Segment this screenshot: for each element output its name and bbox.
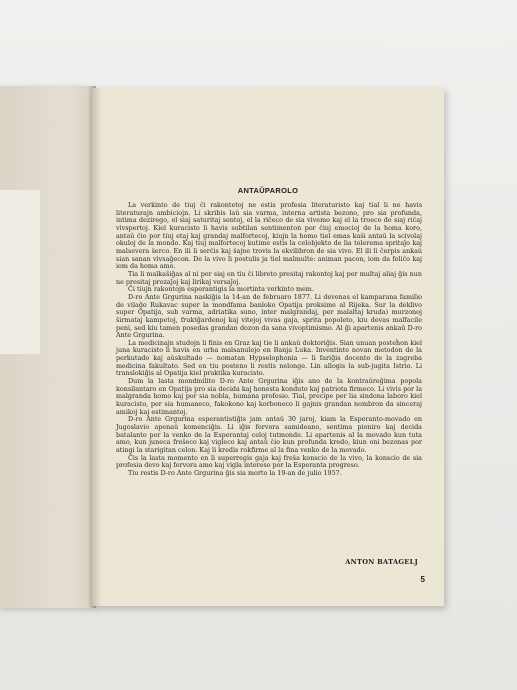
paragraph: La verkinto de tiuj ĉi rakontetoj ne estis profesia literaturisto kaj tial li ne havis literaturajn ambiciojn. Li skribis laŭ sia varma, interna artista bezono, pro sia profunda, intima dezirego, el siaj saturitaj sentoj, el la riĉeco de sia vivemo kaj el la troeco de siaj riĉaj vivspertoj. Kiel kuracisto li havis subtilan sentimenton por ĉiuj emocioj de la homa koro, antaŭ ĉio por tiuj etaj kaj grandaj malfortecoj, kiujn la homo tiel emas kaŝi antaŭ la scivolaj okuloj de la mondo. Kaj tiuj malfortecoj kutime estis la celobjekto de lia tolerema spritaĵo kaj malsevera ŝerco. En ili li serĉis kaj ŝajne trovis la ekvilibron de sia vivo. El ili li ĉerpis ankaŭ sian sanan vivsaĝecon. De la vivo li postulis ja tiel malmulte: animan pacon, iom da feliĉo kaj iom da homa amo. <box>116 201 422 271</box>
body-text <box>116 202 422 478</box>
book-page <box>92 88 444 606</box>
paragraph: Ĉis la lasta momento en li superregis gaja kaj freŝa konscio de la vivo, la konscio de sia profesia devo kaj fervora amo kaj vigla intereso por la Esperanta progreso. <box>116 453 422 470</box>
previous-page <box>0 86 96 608</box>
author-signature: ANTON BATAGELJ <box>345 558 418 566</box>
previous-page-edge <box>0 190 40 354</box>
page-number: 5 <box>420 575 425 584</box>
page-title: ANTAŬPAROLO <box>237 186 299 195</box>
paragraph: Ĉi tiujn rakontojn esperantigis la mortinta verkinto mem. <box>128 285 314 294</box>
paragraph: D-ro Ante Grgurina naskiĝis la 14-an de februaro 1877. Li devenas el kamparana familio de vilaĝo Rukavac super la mondfama banloko Opatija proksime al Rijeka. Sur la deklivo super Opatija, sub varma, adriatika suno, inter malgrandaj, per malaltaj kruda) murzonoj ŝirmataj kampetoj, fruktĝardenoj kaj vitejoj vivas gaja, sprita popoleto, kiu devas malfacile peni, sed kiu tamen posedas grandan dozon da sana vivoptimismo. Al ĝi apartenis ankaŭ D-ro Ante Grgurina. <box>116 292 422 340</box>
paragraph: D-ro Ante Grgurina esperantistiĝis jam antaŭ 30 jaroj, kiam la Esperanto-movado en Jugoslavio apenaŭ komenciĝis. Li iĝis fervora samideano, sentima pioniro kaj decida batalanto por la venko de la Esperantaj celoj tutmonde. Li apartenis al la movado kun tuta amo, kun juneca freŝeco kaj vigleco kaj antaŭ ĉio kun profunda kredo, kiun oni bezonas por atingi la starigitan celon. Kaj li kredis rokfirme al la fina venko de la movado. <box>116 415 422 454</box>
paragraph: Tia li malkaŝiĝas al ni per siaj en tiu ĉi libreto presitaj rakontoj kaj per multaj aliaj ĝis nun ne presitaj prozaĵoj kaj lirikaj versaĵoj. <box>116 269 422 286</box>
paragraph: Dum la lasta mondmilito D-ro Ante Grgurina iĝis ano de la kontraŭreĝima popola konsilantaro en Opatija pro sia decida kaj honesta konduto kaj patriota firmeco. Li vivis por la malgranda homo kaj por sia nobla, humana profesio. Tial, precipe per lia sindona laboro kiel kuracisto, per sia humaneco, fakokono kaj korboneco li gajnis grandan nombron da sinceraj amikoj kaj estimantoj. <box>116 377 422 416</box>
paragraph: Tiu restis D-ro Ante Grgurina ĝis sia morto la 19-an de julio 1957. <box>128 468 342 477</box>
paragraph: La medicinajn studojn li finis en Graz kaj tie li ankaŭ doktoriĝis. Sian unuan posteĥon kiel juna kuracisto li havis en urba malsanulejo en Banja Luka. Inventinte novan metodon de la perkutado kaj aŭskultado — nomatan Hypselophonia — li fariĝis docento de la zagreba medicina fakultato. Sed en tiu posteno li restis nelonge. Lin allogis la sub-jugita Istrio. Li translokiĝis al Opatija kiel praktika kuracisto. <box>116 338 422 378</box>
